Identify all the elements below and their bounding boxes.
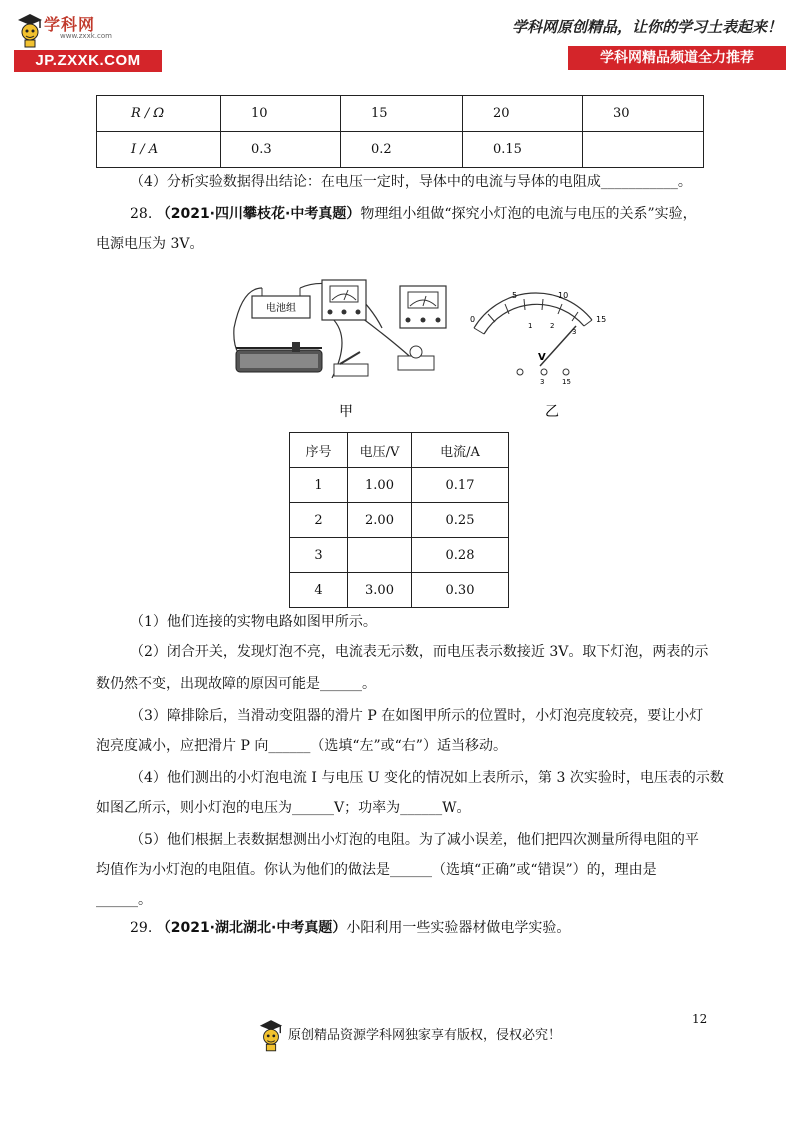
table-cell: 0.30 — [412, 573, 509, 608]
voltmeter-icon — [400, 286, 446, 328]
logo-text: 学科网 — [44, 15, 96, 34]
figure-label-b: 乙 — [545, 404, 559, 420]
q28-part5-line1: （5）他们根据上表数据想测出小灯泡的电阻。为了减小误差，他们把四次测量所得电阻的平 — [130, 832, 699, 848]
q28-part5-line2: 均值作为小灯泡的电阻值。你认为他们的做法是______（选填“正确”或“错误”）的，理由是 — [96, 862, 657, 878]
table-cell: 10 — [221, 96, 341, 132]
table-row — [290, 538, 509, 573]
table-cell: 20 — [463, 96, 583, 132]
figure-label-a: 甲 — [339, 404, 353, 420]
q28-part3-line2: 泡亮度减小，应把滑片 P 向______（选填“左”或“右”）适当移动。 — [96, 738, 507, 754]
table-cell: 3 — [290, 538, 348, 573]
q29-intro — [130, 918, 570, 938]
q28-part2-line1: （2）闭合开关，发现灯泡不亮，电流表无示数，而电压表示数接近 3V。取下灯泡，两表的示 — [130, 644, 709, 660]
switch-icon — [334, 352, 368, 376]
table-cell: 0.2 — [341, 132, 463, 168]
voltmeter-dial-icon — [470, 291, 606, 386]
q28-part2-line2: 数仍然不变，出现故障的原因可能是______。 — [96, 676, 376, 692]
table-row — [290, 433, 509, 468]
table-cell: 15 — [341, 96, 463, 132]
channel-banner[interactable]: 学科网精品频道全力推荐 — [568, 46, 786, 70]
q27-part4: （4）分析实验数据得出结论：在电压一定时，导体中的电流与导体的电阻成___________。 — [130, 174, 692, 190]
scale-label: 5 — [512, 291, 518, 300]
page-number: 12 — [692, 1012, 708, 1026]
resistance-current-table — [96, 95, 704, 168]
table-cell: 30 — [583, 96, 704, 132]
terminal-label: 3 — [540, 378, 545, 386]
voltage-current-table — [289, 432, 509, 608]
table-row — [97, 132, 704, 168]
table-row — [97, 96, 704, 132]
table-header-cell: R / Ω — [97, 96, 221, 132]
logo-url-band: JP.ZXXK.COM — [14, 50, 162, 72]
rheostat-icon — [236, 342, 322, 372]
table-cell: 1 — [290, 468, 348, 503]
q28-intro-line2: 电源电压为 3V。 — [96, 236, 204, 252]
table-header-cell: 电流/A — [412, 433, 509, 468]
bulb-icon — [398, 346, 434, 370]
table-cell: 4 — [290, 573, 348, 608]
ammeter-icon — [322, 280, 366, 320]
table-cell — [583, 132, 704, 168]
q28-part4-line2: 如图乙所示，则小灯泡的电压为______V；功率为______W。 — [96, 800, 471, 816]
q28-part1: （1）他们连接的实物电路如图甲所示。 — [130, 614, 377, 630]
q28-part4-line1: （4）他们测出的小灯泡电流 I 与电压 U 变化的情况如上表所示，第 3 次实验时，电压表的示数 — [130, 770, 724, 786]
scale-label: 3 — [572, 328, 577, 336]
table-header-cell: 电压/V — [348, 433, 412, 468]
question-number: 28. — [130, 206, 153, 222]
header-slogan: 学科网原创精品，让你的学习土表起来！ — [511, 18, 782, 36]
table-cell: 0.28 — [412, 538, 509, 573]
copyright-notice: 原创精品资源学科网独家享有版权，侵权必究！ — [288, 1028, 562, 1043]
question-source: （2021·四川攀枝花·中考真题） — [156, 206, 361, 222]
page-footer — [258, 1018, 598, 1052]
table-cell: 0.15 — [463, 132, 583, 168]
question-text: 物理组小组做“探究小灯泡的电流与电压的关系”实验， — [360, 206, 697, 222]
table-header-cell: 序号 — [290, 433, 348, 468]
question-text: 小阳利用一些实验器材做电学实验。 — [346, 920, 571, 936]
table-cell: 0.25 — [412, 503, 509, 538]
circuit-figure — [222, 268, 622, 430]
scale-label: 0 — [470, 315, 476, 324]
table-cell: 1.00 — [348, 468, 412, 503]
question-source: （2021·湖北湖北·中考真题） — [156, 920, 347, 936]
table-header-cell: I / A — [97, 132, 221, 168]
scale-label: 10 — [558, 291, 569, 300]
table-row — [290, 573, 509, 608]
table-cell: 2 — [290, 503, 348, 538]
q28-intro — [130, 204, 697, 224]
table-row — [290, 503, 509, 538]
mascot-icon — [16, 12, 44, 48]
scale-label: 2 — [550, 322, 555, 330]
zxxk-logo[interactable] — [14, 12, 162, 74]
mascot-icon — [258, 1018, 284, 1052]
q28-part3-line1: （3）障排除后，当滑动变阻器的滑片 P 在如图甲所示的位置时，小灯泡亮度较亮，要让小灯 — [130, 708, 704, 724]
question-number: 29. — [130, 920, 153, 936]
table-cell: 2.00 — [348, 503, 412, 538]
page-header — [0, 0, 800, 80]
table-cell: 0.3 — [221, 132, 341, 168]
terminal-label: 15 — [562, 378, 571, 386]
scale-label: 15 — [596, 315, 607, 324]
table-cell — [348, 538, 412, 573]
scale-label: 1 — [528, 322, 533, 330]
table-cell: 0.17 — [412, 468, 509, 503]
table-cell: 3.00 — [348, 573, 412, 608]
logo-url-small: www.zxxk.com — [60, 32, 112, 40]
meter-unit: V — [538, 352, 546, 363]
battery-box-icon — [252, 288, 310, 318]
table-row — [290, 468, 509, 503]
q28-part5-line3: ______。 — [96, 892, 152, 908]
battery-label: 电池组 — [266, 303, 296, 314]
